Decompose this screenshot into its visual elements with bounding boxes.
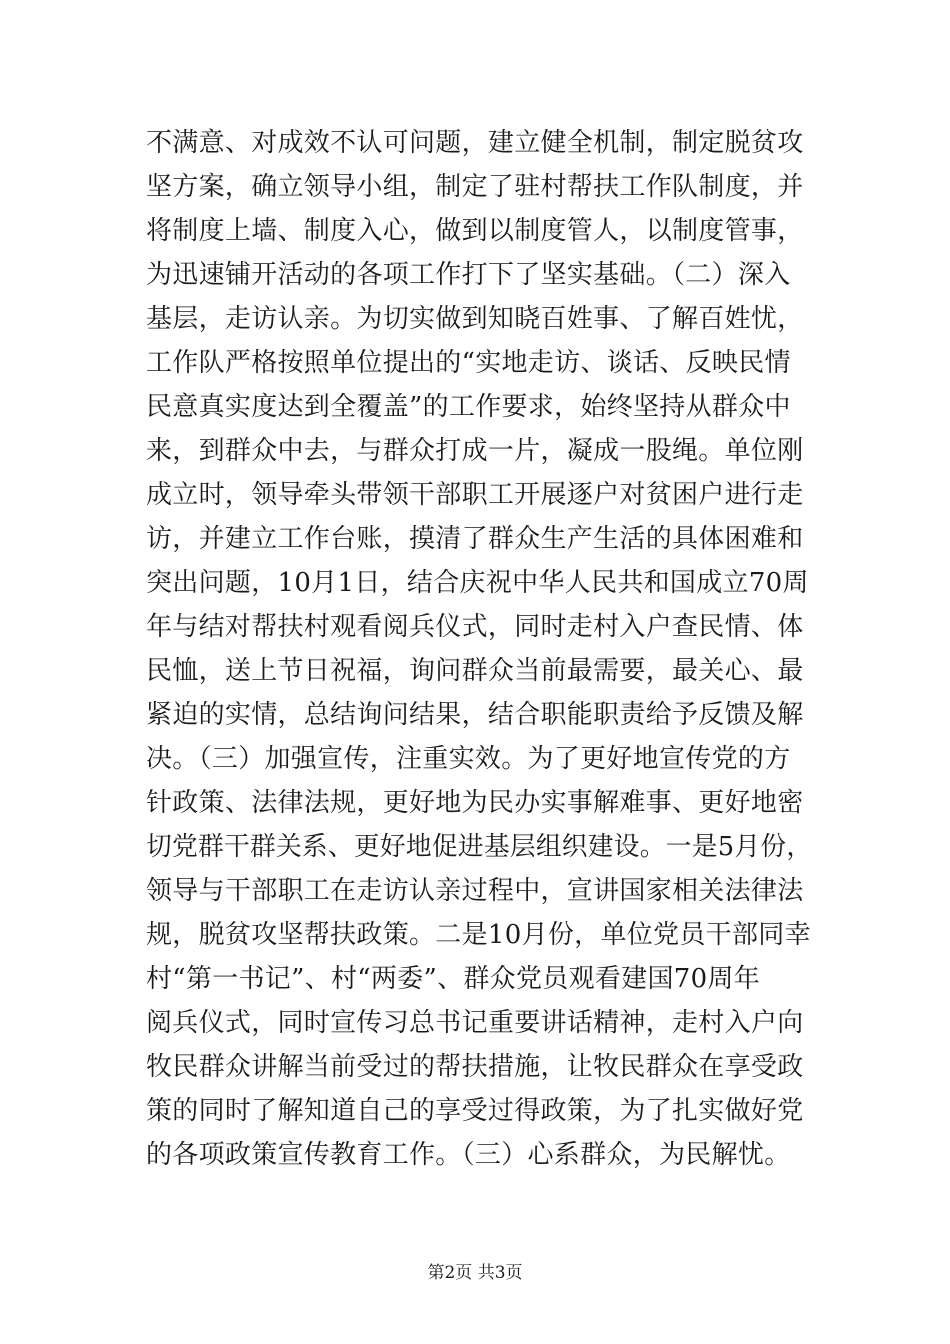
text-line: 突出问题，10月1日，结合庆祝中华人民共和国成立70周: [146, 568, 809, 598]
text-line: 牧民群众讲解当前受过的帮扶措施，让牧民群众在享受政: [146, 1052, 804, 1082]
text-line: 成立时，领导牵头带领干部职工开展逐户对贫困户进行走: [146, 480, 804, 510]
text-line: 村“第一书记”、村“两委”、群众党员观看建国70周年: [146, 964, 761, 994]
text-line: 领导与干部职工在走访认亲过程中，宣讲国家相关法律法: [146, 876, 804, 906]
text-line: 将制度上墙、制度入心，做到以制度管人，以制度管事，: [146, 216, 804, 246]
text-line: 不满意、对成效不认可问题，建立健全机制，制定脱贫攻: [146, 128, 804, 158]
text-line: 为迅速铺开活动的各项工作打下了坚实基础。（二）深入: [146, 260, 791, 290]
text-line: 坚方案，确立领导小组，制定了驻村帮扶工作队制度，并: [146, 172, 804, 202]
page-footer: 第2页 共3页: [427, 1263, 523, 1283]
text-line: 民意真实度达到全覆盖”的工作要求，始终坚持从群众中: [146, 392, 791, 422]
text-line: 访，并建立工作台账，摸清了群众生产生活的具体困难和: [146, 524, 804, 554]
text-line: 来，到群众中去，与群众打成一片，凝成一股绳。单位刚: [146, 436, 804, 466]
text-line: 规，脱贫攻坚帮扶政策。二是10月份，单位党员干部同幸: [146, 920, 811, 950]
text-line: 的各项政策宣传教育工作。（三）心系群众，为民解忧。: [146, 1140, 791, 1170]
text-line: 决。（三）加强宣传，注重实效。为了更好地宣传党的方: [146, 744, 791, 774]
text-line: 策的同时了解知道自己的享受过得政策，为了扎实做好党: [146, 1096, 804, 1126]
text-line: 基层，走访认亲。为切实做到知晓百姓事、了解百姓忧，: [146, 304, 804, 334]
text-line: 民恤，送上节日祝福，询问群众当前最需要，最关心、最: [146, 656, 804, 686]
text-line: 阅兵仪式，同时宣传习总书记重要讲话精神，走村入户向: [146, 1008, 804, 1038]
text-line: 紧迫的实情，总结询问结果，结合职能职责给予反馈及解: [146, 700, 804, 730]
text-line: 针政策、法律法规，更好地为民办实事解难事、更好地密: [146, 788, 804, 818]
text-line: 切党群干群关系、更好地促进基层组织建设。一是5月份，: [146, 832, 813, 862]
text-line: 年与结对帮扶村观看阅兵仪式，同时走村入户查民情、体: [146, 612, 804, 642]
text-line: 工作队严格按照单位提出的“实地走访、谈话、反映民情: [146, 348, 791, 378]
